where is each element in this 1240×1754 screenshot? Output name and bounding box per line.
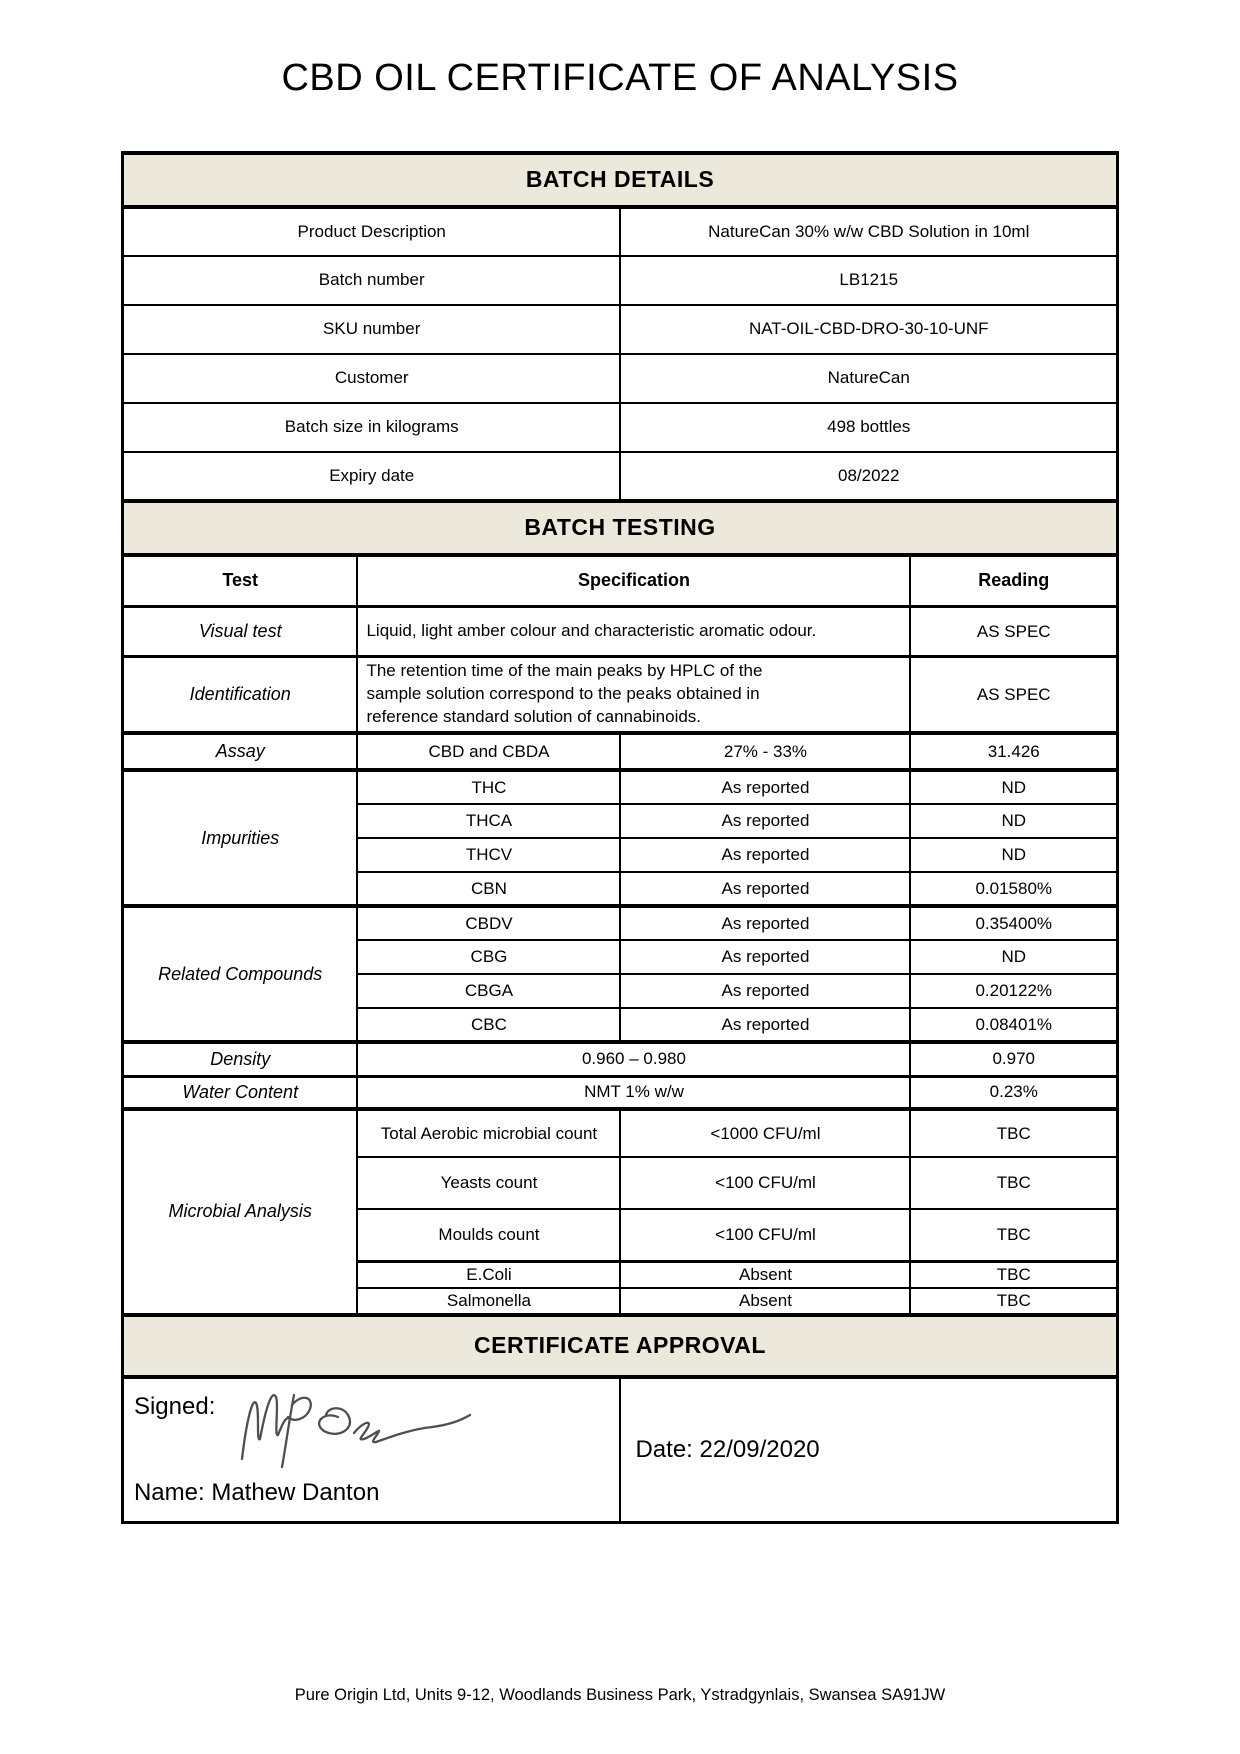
analyte-cell: CBDV <box>357 906 620 940</box>
spec-cell: Absent <box>620 1288 910 1315</box>
date-cell <box>620 1377 1117 1523</box>
reading-cell: 0.01580% <box>910 872 1117 906</box>
test-name-cell: Related Compounds <box>122 906 357 1042</box>
test-name-cell: Microbial Analysis <box>122 1109 357 1315</box>
spec-cell: As reported <box>620 1008 910 1042</box>
detail-label: Batch number <box>122 256 620 305</box>
reading-cell: TBC <box>910 1209 1117 1261</box>
test-name-cell: Water Content <box>122 1076 357 1109</box>
analyte-cell: CBC <box>357 1008 620 1042</box>
test-name-cell: Visual test <box>122 607 357 657</box>
analyte-cell: CBD and CBDA <box>357 733 620 770</box>
spec-cell: <100 CFU/ml <box>620 1209 910 1261</box>
reading-cell: 0.20122% <box>910 974 1117 1008</box>
reading-cell: 0.35400% <box>910 906 1117 940</box>
test-name-cell: Impurities <box>122 770 357 906</box>
table-row <box>122 555 1117 607</box>
spec-cell: As reported <box>620 906 910 940</box>
table-row <box>122 452 1117 501</box>
spec-cell: As reported <box>620 940 910 974</box>
detail-label: SKU number <box>122 305 620 354</box>
reading-cell: TBC <box>910 1157 1117 1209</box>
certificate-table <box>121 151 1119 1524</box>
footer-address: Pure Origin Ltd, Units 9-12, Woodlands Business Park, Ystradgynlais, Swansea SA91JW <box>294 1686 946 1704</box>
spec-text: Liquid, light amber colour and characteristic aromatic odour. <box>366 621 817 641</box>
reading-cell: 0.23% <box>910 1076 1117 1109</box>
spec-cell: As reported <box>620 872 910 906</box>
detail-value: 498 bottles <box>620 403 1117 452</box>
test-name-cell: Density <box>122 1042 357 1076</box>
test-name-cell: Identification <box>122 657 357 733</box>
reading-cell: ND <box>910 770 1117 804</box>
spec-text: The retention time of the main peaks by HPLC of the sample solution correspond to the peaks obtained in reference standard solution of cannabinoids. <box>366 661 763 727</box>
detail-value: NatureCan 30% w/w CBD Solution in 10ml <box>620 207 1117 256</box>
name-value: Mathew Danton <box>211 1479 380 1506</box>
table-row <box>122 657 1117 733</box>
analyte-cell: THCV <box>357 838 620 872</box>
section-header-batch-testing: BATCH TESTING <box>122 501 1117 555</box>
reading-cell: AS SPEC <box>910 607 1117 657</box>
detail-label: Expiry date <box>122 452 620 501</box>
analyte-cell: Salmonella <box>357 1288 620 1315</box>
column-header-specification: Specification <box>357 555 910 607</box>
reading-cell: TBC <box>910 1261 1117 1288</box>
date-label: Date: <box>635 1435 693 1463</box>
table-row <box>122 256 1117 305</box>
analyte-cell: E.Coli <box>357 1261 620 1288</box>
reading-cell: ND <box>910 838 1117 872</box>
table-row <box>122 1109 1117 1157</box>
spec-cell: <100 CFU/ml <box>620 1157 910 1209</box>
reading-cell: 31.426 <box>910 733 1117 770</box>
analyte-cell: Moulds count <box>357 1209 620 1261</box>
reading-cell: ND <box>910 804 1117 838</box>
signature-cell <box>122 1377 620 1523</box>
spec-cell: As reported <box>620 838 910 872</box>
detail-label: Customer <box>122 354 620 403</box>
table-row <box>122 906 1117 940</box>
table-row <box>122 1076 1117 1109</box>
table-row <box>122 1377 1117 1523</box>
date-value: 22/09/2020 <box>699 1435 820 1463</box>
signed-label: Signed: <box>133 1392 216 1420</box>
detail-value: 08/2022 <box>620 452 1117 501</box>
reading-cell: TBC <box>910 1109 1117 1157</box>
detail-label: Batch size in kilograms <box>122 403 620 452</box>
spec-cell: As reported <box>620 804 910 838</box>
spec-cell <box>357 657 910 733</box>
spec-cell: NMT 1% w/w <box>357 1076 910 1109</box>
table-row <box>122 1042 1117 1076</box>
table-row <box>122 153 1117 207</box>
spec-cell: As reported <box>620 770 910 804</box>
name-label: Name: <box>133 1479 205 1506</box>
table-row <box>122 305 1117 354</box>
spec-cell: Absent <box>620 1261 910 1288</box>
analyte-cell: CBG <box>357 940 620 974</box>
name-line <box>134 1479 379 1507</box>
reading-cell: 0.08401% <box>910 1008 1117 1042</box>
detail-value: NAT-OIL-CBD-DRO-30-10-UNF <box>620 305 1117 354</box>
reading-cell: AS SPEC <box>910 657 1117 733</box>
spec-cell: <1000 CFU/ml <box>620 1109 910 1157</box>
spec-cell: 27% - 33% <box>620 733 910 770</box>
analyte-cell: CBGA <box>357 974 620 1008</box>
analyte-cell: Yeasts count <box>357 1157 620 1209</box>
analyte-cell: THCA <box>357 804 620 838</box>
reading-cell: TBC <box>910 1288 1117 1315</box>
column-header-test: Test <box>122 555 357 607</box>
table-row <box>122 770 1117 804</box>
table-row <box>122 607 1117 657</box>
signature-image <box>232 1381 482 1481</box>
analyte-cell: Total Aerobic microbial count <box>357 1109 620 1157</box>
table-row <box>122 403 1117 452</box>
spec-cell: As reported <box>620 974 910 1008</box>
detail-value: LB1215 <box>620 256 1117 305</box>
analyte-cell: THC <box>357 770 620 804</box>
table-row <box>122 207 1117 256</box>
table-row <box>122 354 1117 403</box>
section-header-batch-details: BATCH DETAILS <box>122 153 1117 207</box>
column-header-reading: Reading <box>910 555 1117 607</box>
spec-cell: 0.960 – 0.980 <box>357 1042 910 1076</box>
test-name-cell: Assay <box>122 733 357 770</box>
detail-label: Product Description <box>122 207 620 256</box>
spec-cell <box>357 607 910 657</box>
reading-cell: ND <box>910 940 1117 974</box>
table-row <box>122 733 1117 770</box>
table-row <box>122 501 1117 555</box>
analyte-cell: CBN <box>357 872 620 906</box>
table-row <box>122 1315 1117 1377</box>
section-header-certificate-approval: CERTIFICATE APPROVAL <box>122 1315 1117 1377</box>
page-title: CBD OIL CERTIFICATE OF ANALYSIS <box>281 57 959 99</box>
detail-value: NatureCan <box>620 354 1117 403</box>
reading-cell: 0.970 <box>910 1042 1117 1076</box>
